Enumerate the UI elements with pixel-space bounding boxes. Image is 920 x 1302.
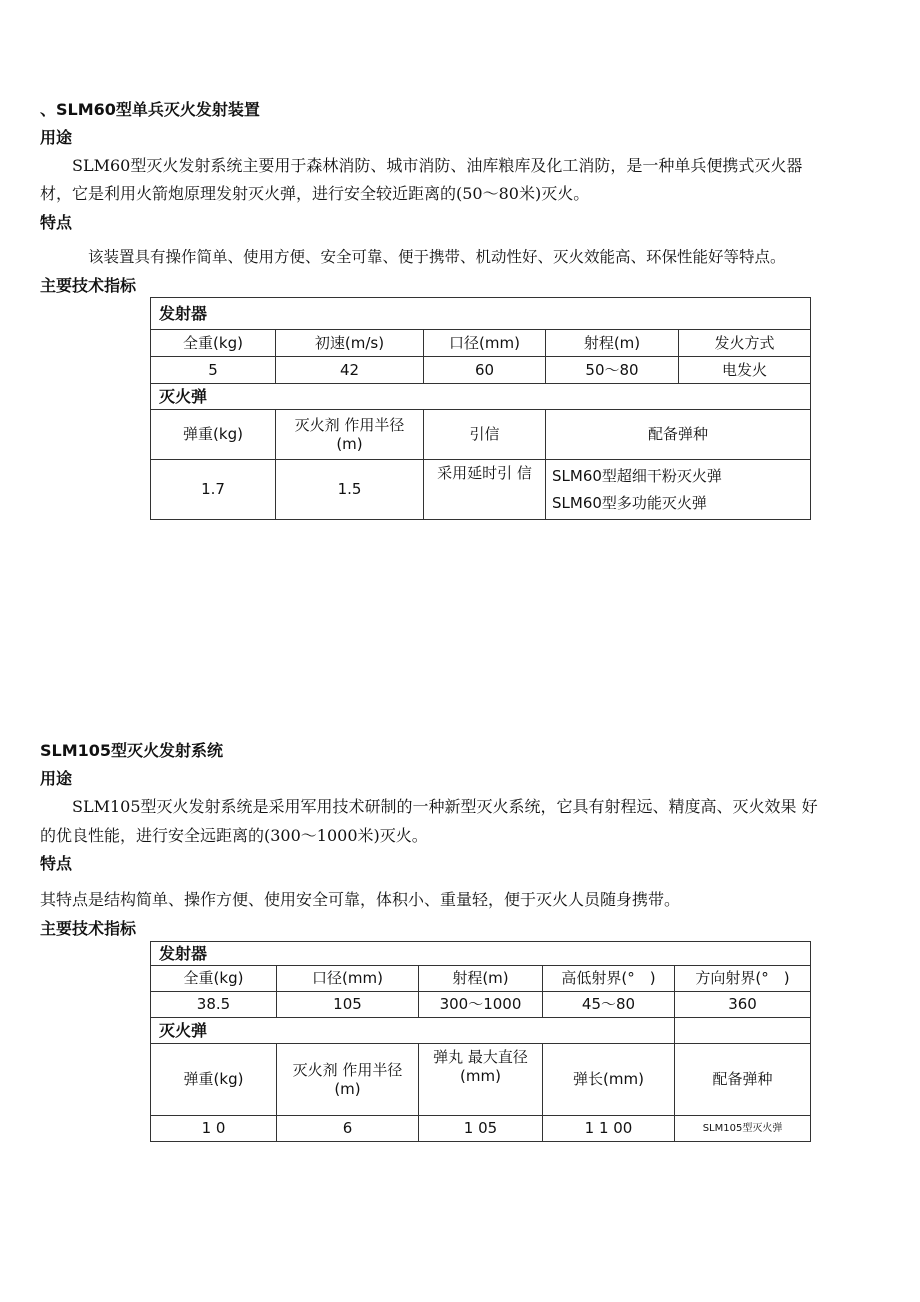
bomb-type-1: SLM60型超细干粉灭火弹: [552, 466, 722, 485]
value-agent-radius: 1.5: [276, 460, 424, 520]
section2-use-heading: 用途: [40, 769, 73, 788]
header-caliber: 口径(mm): [277, 966, 419, 992]
header-bomb-types: 配备弹种: [546, 410, 811, 460]
value-bomb-length: 1 1 00: [543, 1116, 675, 1142]
header-bomb-length: 弹长(mm): [543, 1044, 675, 1116]
header-projectile-diameter: [419, 1044, 543, 1116]
header-bomb-weight: 弹重(kg): [151, 410, 276, 460]
bomb-label-empty: [675, 1018, 811, 1044]
header-agent-radius-line2: (m): [334, 1079, 361, 1098]
value-velocity: 42: [276, 357, 424, 384]
section1-use-line2: 材，它是利用火箭炮原理发射灭火弹，进行安全较近距离的(50～80米)灭火。: [40, 184, 590, 203]
value-weight: 38.5: [151, 992, 277, 1018]
value-ignition: 电发火: [679, 357, 811, 384]
value-caliber: 60: [424, 357, 546, 384]
header-agent-radius-line2: (m): [336, 434, 363, 453]
header-weight: 全重(kg): [151, 966, 277, 992]
value-bomb-type: SLM105型灭火弹: [675, 1116, 811, 1142]
header-bomb-types: 配备弹种: [675, 1044, 811, 1116]
header-agent-radius: [277, 1044, 419, 1116]
section2-use-line2: 的优良性能，进行安全远距离的(300～1000米)灭火。: [40, 826, 428, 845]
header-agent-radius: [276, 410, 424, 460]
value-traverse: 360: [675, 992, 811, 1018]
header-traverse: 方向射界(° ): [675, 966, 811, 992]
section2-title: SLM105型灭火发射系统: [40, 741, 224, 760]
value-range: 50～80: [546, 357, 679, 384]
value-range: 300～1000: [419, 992, 543, 1018]
bomb-label: 灭火弹: [151, 1018, 675, 1044]
header-caliber: 口径(mm): [424, 330, 546, 357]
section1-spec-table: [150, 297, 811, 520]
header-projectile-diameter-line1: 弹丸 最大直径: [433, 1048, 528, 1066]
header-bomb-weight: 弹重(kg): [151, 1044, 277, 1116]
section2-spec-table: [150, 941, 811, 1142]
value-agent-radius: 6: [277, 1116, 419, 1142]
header-agent-radius-line1: 灭火剂 作用半径: [292, 1060, 403, 1079]
launcher-label: 发射器: [151, 942, 811, 966]
bomb-label: 灭火弹: [151, 384, 811, 410]
header-ignition: 发火方式: [679, 330, 811, 357]
value-bomb-types: [546, 460, 811, 520]
value-weight: 5: [151, 357, 276, 384]
value-bomb-weight: 1 0: [151, 1116, 277, 1142]
section2-spec-heading: 主要技术指标: [40, 919, 137, 938]
section1-feature-text: 该装置具有操作简单、使用方便、安全可靠、便于携带、机动性好、灭火效能高、环保性能好等特点。: [88, 248, 786, 266]
header-agent-radius-line1: 灭火剂 作用半径: [294, 415, 405, 434]
section1-use-heading: 用途: [40, 128, 73, 147]
value-elevation: 45～80: [543, 992, 675, 1018]
section1-feature-heading: 特点: [40, 213, 73, 232]
section1-use-line1: SLM60型灭火发射系统主要用于森林消防、城市消防、油库粮库及化工消防，是一种单兵便携式灭火器: [72, 156, 803, 175]
section2-feature-text: 其特点是结构简单、操作方便、使用安全可靠，体积小、重量轻，便于灭火人员随身携带。: [40, 890, 681, 909]
value-projectile-diameter: 1 05: [419, 1116, 543, 1142]
value-caliber: 105: [277, 992, 419, 1018]
bomb-type-2: SLM60型多功能灭火弹: [552, 493, 707, 512]
header-fuse: 引信: [424, 410, 546, 460]
section1-title: 、SLM60型单兵灭火发射装置: [40, 100, 260, 119]
section2-use-line1: SLM105型灭火发射系统是采用军用技术研制的一种新型灭火系统，它具有射程远、精度高、灭火效果 好: [72, 797, 818, 816]
launcher-label: 发射器: [151, 298, 811, 330]
header-projectile-diameter-line2: (mm): [460, 1067, 501, 1085]
header-weight: 全重(kg): [151, 330, 276, 357]
section1-spec-heading: 主要技术指标: [40, 276, 137, 295]
header-velocity: 初速(m/s): [276, 330, 424, 357]
value-bomb-weight: 1.7: [151, 460, 276, 520]
value-fuse: 采用延时引 信: [424, 460, 546, 520]
header-range: 射程(m): [419, 966, 543, 992]
header-elevation: 高低射界(° ): [543, 966, 675, 992]
header-range: 射程(m): [546, 330, 679, 357]
section2-feature-heading: 特点: [40, 854, 73, 873]
